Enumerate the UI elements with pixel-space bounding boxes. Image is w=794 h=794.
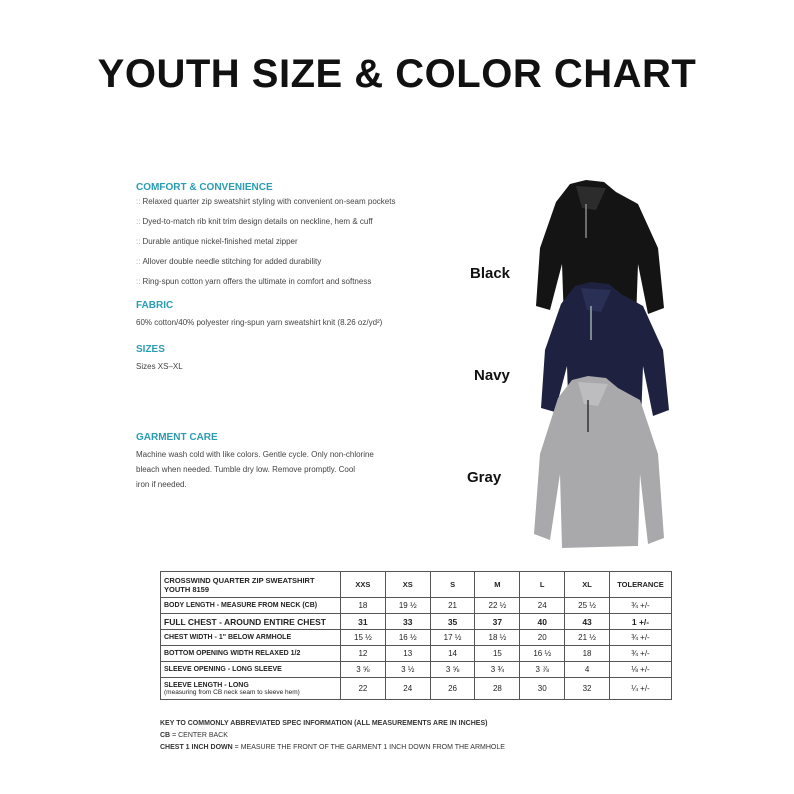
table-header-row [161, 572, 672, 598]
key-cb: CB = CENTER BACK [160, 732, 228, 739]
spec-table [160, 571, 672, 700]
cell: 37 [475, 614, 520, 630]
size-header: XL [565, 572, 610, 598]
table-header-title: CROSSWIND QUARTER ZIP SWEATSHIRT YOUTH 8159 [161, 572, 341, 598]
cell: 3 ¾ [475, 662, 520, 678]
cell: 16 ½ [520, 646, 565, 662]
table-row [161, 598, 672, 614]
comfort-item: :: Ring-spun cotton yarn offers the ultimate in comfort and softness [136, 277, 372, 286]
cell: 12 [341, 646, 386, 662]
cell: 43 [565, 614, 610, 630]
cell: 25 ½ [565, 598, 610, 614]
tolerance-cell: ¼ +/- [610, 678, 672, 700]
cell: 4 [565, 662, 610, 678]
row-label: SLEEVE LENGTH - LONG (measuring from CB neck seam to sleeve hem) [161, 678, 341, 700]
table-row [161, 662, 672, 678]
size-header: XXS [341, 572, 386, 598]
row-label: BOTTOM OPENING WIDTH RELAXED 1/2 [161, 646, 341, 662]
cell: 16 ½ [385, 630, 430, 646]
tolerance-cell: ⅛ +/- [610, 662, 672, 678]
cell: 24 [520, 598, 565, 614]
cell: 21 [430, 598, 475, 614]
cell: 18 ½ [475, 630, 520, 646]
cell: 40 [520, 614, 565, 630]
comfort-heading: COMFORT & CONVENIENCE [136, 182, 273, 193]
tolerance-cell: ¾ +/- [610, 598, 672, 614]
size-header: S [430, 572, 475, 598]
care-line: Machine wash cold with like colors. Gentle cycle. Only non-chlorine [136, 450, 374, 459]
size-header: L [520, 572, 565, 598]
cell: 3 ½ [385, 662, 430, 678]
cell: 21 ½ [565, 630, 610, 646]
cell: 20 [520, 630, 565, 646]
cell: 13 [385, 646, 430, 662]
table-row [161, 630, 672, 646]
row-label: CHEST WIDTH - 1" BELOW ARMHOLE [161, 630, 341, 646]
sizes-text: Sizes XS–XL [136, 362, 183, 371]
color-label-gray: Gray [467, 469, 502, 486]
cell: 31 [341, 614, 386, 630]
comfort-item: :: Allover double needle stitching for added durability [136, 257, 322, 266]
key-heading: KEY TO COMMONLY ABBREVIATED SPEC INFORMATION (ALL MEASUREMENTS ARE IN INCHES) [160, 720, 488, 727]
tolerance-cell: 1 +/- [610, 614, 672, 630]
care-heading: GARMENT CARE [136, 432, 218, 443]
cell: 3 ⅝ [430, 662, 475, 678]
cell: 3 ⅞ [520, 662, 565, 678]
cell: 22 ½ [475, 598, 520, 614]
cell: 15 ½ [341, 630, 386, 646]
cell: 14 [430, 646, 475, 662]
feature-list [136, 182, 426, 492]
cell: 28 [475, 678, 520, 700]
cell: 18 [565, 646, 610, 662]
care-line: iron if needed. [136, 480, 187, 489]
cell: 15 [475, 646, 520, 662]
cell: 30 [520, 678, 565, 700]
cell: 33 [385, 614, 430, 630]
comfort-item: :: Dyed-to-match rib knit trim design details on neckline, hem & cuff [136, 217, 373, 226]
tolerance-cell: ¾ +/- [610, 646, 672, 662]
cell: 35 [430, 614, 475, 630]
table-row [161, 678, 672, 700]
fabric-heading: FABRIC [136, 300, 174, 311]
table-row [161, 614, 672, 630]
cell: 17 ½ [430, 630, 475, 646]
cell: 3 ⅝ [341, 662, 386, 678]
abbreviation-key [160, 720, 505, 756]
row-label: BODY LENGTH - MEASURE FROM NECK (CB) [161, 598, 341, 614]
table-row [161, 646, 672, 662]
care-line: bleach when needed. Tumble dry low. Remove promptly. Cool [136, 465, 356, 474]
row-label: FULL CHEST - AROUND ENTIRE CHEST [161, 614, 341, 630]
key-chest: CHEST 1 INCH DOWN = MEASURE THE FRONT OF THE GARMENT 1 INCH DOWN FROM THE ARMHOLE [160, 744, 505, 751]
cell: 19 ½ [385, 598, 430, 614]
row-label: SLEEVE OPENING - LONG SLEEVE [161, 662, 341, 678]
color-label-black: Black [470, 265, 511, 282]
size-header: M [475, 572, 520, 598]
sweatshirt-gray-image [522, 374, 672, 554]
color-label-navy: Navy [474, 367, 510, 384]
size-header: XS [385, 572, 430, 598]
cell: 26 [430, 678, 475, 700]
cell: 22 [341, 678, 386, 700]
tolerance-cell: ¾ +/- [610, 630, 672, 646]
sizes-heading: SIZES [136, 344, 165, 355]
cell: 32 [565, 678, 610, 700]
comfort-item: :: Relaxed quarter zip sweatshirt styling with convenient on-seam pockets [136, 197, 396, 206]
fabric-text: 60% cotton/40% polyester ring-spun yarn sweatshirt knit (8.26 oz/yd²) [136, 318, 383, 327]
tolerance-header: TOLERANCE [610, 572, 672, 598]
cell: 24 [385, 678, 430, 700]
cell: 18 [341, 598, 386, 614]
comfort-item: :: Durable antique nickel-finished metal zipper [136, 237, 298, 246]
page-title: YOUTH SIZE & COLOR CHART [97, 52, 697, 96]
